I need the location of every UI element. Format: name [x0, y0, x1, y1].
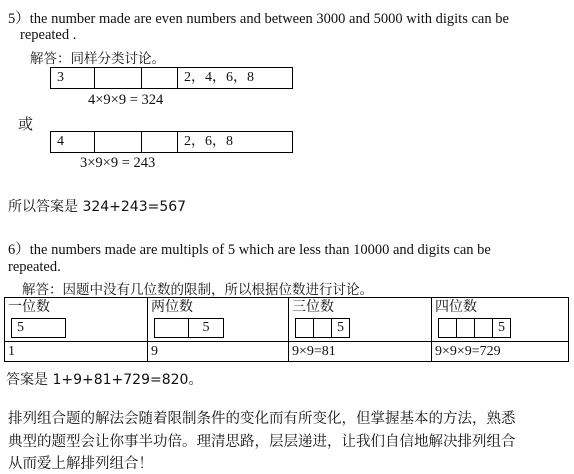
digit-box	[456, 318, 475, 338]
units-digit-box: 5	[492, 318, 511, 338]
result-text: 9×9=81	[292, 344, 336, 359]
problem6-solution-label: 解答：因题中没有几位数的限制，所以根据位数进行讨论。	[22, 282, 373, 298]
problem6-statement-line1: 6）the numbers made are multipls of 5 which are less than 10000 and digits can be	[8, 242, 491, 258]
result-one-digit	[5, 342, 148, 362]
problem5-statement-line2: repeated .	[20, 27, 77, 43]
case1-middle-digit	[95, 68, 142, 88]
case1-formula: 4×9×9 = 324	[88, 92, 164, 108]
digit-box	[474, 318, 493, 338]
result-text: 1	[8, 344, 15, 359]
units-digit-box: 5	[11, 318, 66, 338]
digit-box	[154, 318, 189, 338]
conclusion-line2: 典型的题型会让你事半功倍。理清思路，层层递进，让我们自信地解决排列组合	[8, 434, 516, 450]
header-four-digit: 四位数	[435, 299, 477, 315]
case2-middle-digit	[95, 132, 142, 152]
units-digit-box: 5	[188, 318, 224, 338]
case2-last-digit: 2，6，8	[184, 134, 233, 149]
digit-box	[438, 318, 457, 338]
digits-table	[4, 297, 569, 362]
problem6-answer: 答案是 1+9+81+729=820。	[6, 372, 203, 388]
col-one-digit	[5, 298, 148, 342]
result-text: 9	[151, 344, 158, 359]
col-four-digit	[432, 298, 569, 342]
units-digit-box: 5	[331, 318, 350, 338]
problem5-statement-line1: 5）the number made are even numbers and between 3000 and 5000 with digits can be	[8, 11, 509, 27]
case1-last-digit: 2，4，6，8	[184, 70, 254, 85]
case2-digit-boxes	[50, 131, 293, 153]
result-two-digit	[148, 342, 289, 362]
conclusion-line3: 从而爱上解排列组合！	[8, 456, 153, 472]
result-three-digit	[289, 342, 432, 362]
case1-middle-digit	[142, 68, 178, 88]
col-two-digit	[148, 298, 289, 342]
case1-digit-boxes	[50, 67, 293, 89]
case1-first-digit: 3	[51, 68, 95, 88]
problem5-solution-label: 解答：同样分类讨论。	[30, 51, 165, 67]
result-text: 9×9×9=729	[435, 344, 501, 359]
digit-box	[295, 318, 314, 338]
case2-formula: 3×9×9 = 243	[80, 155, 156, 171]
problem5-answer: 所以答案是 324+243=567	[8, 199, 187, 215]
conclusion-line1: 排列组合题的解法会随着限制条件的变化而有所变化，但掌握基本的方法，熟悉	[8, 411, 516, 427]
case2-middle-digit	[142, 132, 178, 152]
result-four-digit	[432, 342, 569, 362]
header-one-digit: 一位数	[8, 299, 50, 315]
case2-first-digit: 4	[51, 132, 95, 152]
col-three-digit	[289, 298, 432, 342]
or-label: 或	[18, 115, 34, 133]
header-two-digit: 两位数	[151, 299, 193, 315]
problem6-statement-line2: repeated.	[8, 259, 61, 275]
header-three-digit: 三位数	[292, 299, 334, 315]
digit-box	[313, 318, 332, 338]
